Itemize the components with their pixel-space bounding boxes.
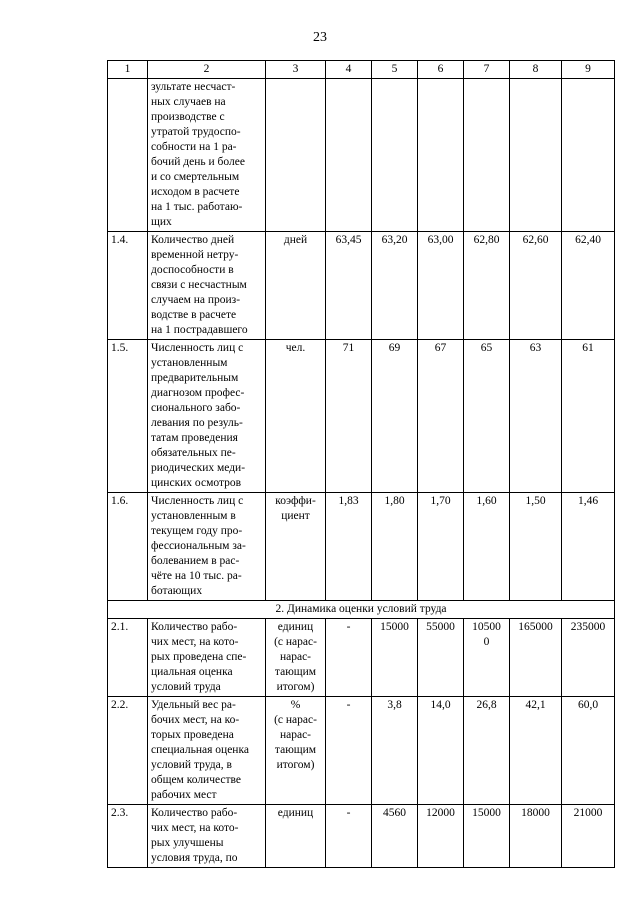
header-cell: 4 [326, 61, 372, 79]
value-cell [372, 79, 418, 232]
value-cell [510, 79, 562, 232]
unit-of-measure [266, 493, 326, 601]
value-cell: 1,83 [326, 493, 372, 601]
cell-line: на 1 тыс. работаю- [151, 201, 243, 213]
value-cell: - [326, 697, 372, 805]
value-cell: 42,1 [510, 697, 562, 805]
value-cell: 165000 [510, 619, 562, 697]
value-cell: 62,40 [562, 232, 615, 340]
value-cell: 10500 0 [464, 619, 510, 697]
cell-line: условия труда, по [151, 852, 238, 864]
cell-line: временной нетру- [151, 249, 239, 261]
cell-line: рых улучшены [151, 837, 224, 849]
cell-line: чих мест, на кото- [151, 822, 239, 834]
cell-line: цинских осмотров [151, 477, 242, 489]
page-number: 23 [313, 30, 327, 45]
cell-line: диагнозом профес- [151, 387, 245, 399]
indicator-description [148, 232, 266, 340]
cell-line: единиц [277, 621, 314, 633]
cell-line: текущем году про- [151, 525, 243, 537]
indicator-description [148, 79, 266, 232]
row-number: 1.6. [108, 493, 148, 601]
cell-line: % [290, 699, 301, 711]
cell-line: чел. [285, 342, 306, 354]
cell-line: торых проведена [151, 729, 234, 741]
cell-line: циальная оценка [151, 666, 233, 678]
header-cell: 3 [266, 61, 326, 79]
table-row [108, 79, 615, 232]
value-cell: 63,20 [372, 232, 418, 340]
value-cell: 71 [326, 340, 372, 493]
value-cell [464, 79, 510, 232]
row-number: 2.3. [108, 805, 148, 868]
cell-line: условий труда [151, 681, 221, 693]
cell-line: тающим [274, 744, 317, 756]
value-cell: 18000 [510, 805, 562, 868]
value-cell: 55000 [418, 619, 464, 697]
unit-of-measure [266, 79, 326, 232]
table-row [108, 697, 615, 805]
cell-line: фессиональным за- [151, 540, 246, 552]
cell-line: установленным [151, 357, 228, 369]
indicator-table [107, 60, 615, 868]
cell-line: Количество рабо- [151, 621, 238, 633]
value-cell: 63 [510, 340, 562, 493]
cell-line: Численность лиц с [151, 342, 244, 354]
cell-line: итогом) [276, 681, 315, 693]
cell-line: чих мест, на кото- [151, 636, 239, 648]
header-cell: 6 [418, 61, 464, 79]
cell-line: исходом в расчете [151, 186, 240, 198]
header-cell: 1 [108, 61, 148, 79]
cell-line: татам проведения [151, 432, 238, 444]
indicator-description [148, 697, 266, 805]
cell-line: итогом) [276, 759, 315, 771]
cell-line: Численность лиц с [151, 495, 244, 507]
cell-line: бочих мест, на ко- [151, 714, 240, 726]
value-cell: 26,8 [464, 697, 510, 805]
unit-of-measure [266, 697, 326, 805]
value-cell: 60,0 [562, 697, 615, 805]
cell-line: рабочих мест [151, 789, 217, 801]
cell-line: тающим [274, 666, 317, 678]
cell-line: коэффи- [275, 495, 316, 507]
row-number: 2.2. [108, 697, 148, 805]
value-cell: 62,80 [464, 232, 510, 340]
cell-line: сионального забо- [151, 402, 241, 414]
value-cell: 3,8 [372, 697, 418, 805]
table-row [108, 340, 615, 493]
header-row [108, 61, 615, 79]
cell-line: предварительным [151, 372, 239, 384]
value-cell: 12000 [418, 805, 464, 868]
cell-line: утратой трудоспо- [151, 126, 241, 138]
cell-line: дней [283, 234, 308, 246]
cell-line: левания по резуль- [151, 417, 243, 429]
cell-line: зультате несчаст- [151, 81, 236, 93]
cell-line: (с нарас- [274, 636, 317, 648]
cell-line: Количество рабо- [151, 807, 238, 819]
table-row [108, 493, 615, 601]
value-cell: 61 [562, 340, 615, 493]
table-row [108, 619, 615, 697]
row-number [108, 79, 148, 232]
value-cell: 69 [372, 340, 418, 493]
cell-line: болеванием в рас- [151, 555, 240, 567]
value-cell: 65 [464, 340, 510, 493]
table-row [108, 232, 615, 340]
cell-line: установленным в [151, 510, 236, 522]
cell-line: ных случаев на [151, 96, 226, 108]
cell-line: собности на 1 ра- [151, 141, 237, 153]
cell-line: циент [281, 510, 310, 522]
cell-line: (с нарас- [274, 714, 317, 726]
indicator-description [148, 619, 266, 697]
cell-line: условий труда, в [151, 759, 232, 771]
value-cell: 4560 [372, 805, 418, 868]
unit-of-measure [266, 232, 326, 340]
row-number: 2.1. [108, 619, 148, 697]
value-cell: - [326, 619, 372, 697]
unit-of-measure [266, 340, 326, 493]
indicator-description [148, 340, 266, 493]
cell-line: рых проведена спе- [151, 651, 247, 663]
cell-line: чёте на 10 тыс. ра- [151, 570, 242, 582]
value-cell: 15000 [372, 619, 418, 697]
unit-of-measure [266, 619, 326, 697]
value-cell: 21000 [562, 805, 615, 868]
value-cell [418, 79, 464, 232]
cell-line: на 1 пострадавшего [151, 324, 248, 336]
row-number: 1.5. [108, 340, 148, 493]
cell-line: и со смертельным [151, 171, 240, 183]
cell-line: бочий день и более [151, 156, 245, 168]
indicator-description [148, 493, 266, 601]
value-cell: 63,00 [418, 232, 464, 340]
cell-line: нарас- [279, 729, 312, 741]
header-cell: 2 [148, 61, 266, 79]
value-cell: 63,45 [326, 232, 372, 340]
table-row [108, 805, 615, 868]
section-title: 2. Динамика оценки условий труда [108, 601, 615, 619]
cell-line: единиц [277, 807, 314, 819]
value-cell: 1,60 [464, 493, 510, 601]
value-cell: 1,80 [372, 493, 418, 601]
value-cell: 235000 [562, 619, 615, 697]
cell-line: Удельный вес ра- [151, 699, 236, 711]
value-cell: 14,0 [418, 697, 464, 805]
value-cell: 1,70 [418, 493, 464, 601]
value-cell [562, 79, 615, 232]
header-cell: 8 [510, 61, 562, 79]
cell-line: специальная оценка [151, 744, 249, 756]
header-cell: 9 [562, 61, 615, 79]
cell-line: Количество дней [151, 234, 235, 246]
cell-line: водстве в расчете [151, 309, 237, 321]
value-cell: 62,60 [510, 232, 562, 340]
indicator-description [148, 805, 266, 868]
value-cell [326, 79, 372, 232]
cell-line: риодических меди- [151, 462, 246, 474]
value-cell: 15000 [464, 805, 510, 868]
value-cell: - [326, 805, 372, 868]
cell-line: общем количестве [151, 774, 241, 786]
cell-line: случаем на произ- [151, 294, 241, 306]
cell-line: щих [151, 216, 172, 228]
value-cell: 67 [418, 340, 464, 493]
cell-line: нарас- [279, 651, 312, 663]
section-row [108, 601, 615, 619]
cell-line: доспособности в [151, 264, 234, 276]
value-cell: 1,50 [510, 493, 562, 601]
cell-line: обязательных пе- [151, 447, 236, 459]
value-cell: 1,46 [562, 493, 615, 601]
table-body [108, 61, 615, 868]
cell-line: связи с несчастным [151, 279, 247, 291]
cell-line: ботающих [151, 585, 203, 597]
header-cell: 5 [372, 61, 418, 79]
unit-of-measure [266, 805, 326, 868]
row-number: 1.4. [108, 232, 148, 340]
header-cell: 7 [464, 61, 510, 79]
cell-line: производстве с [151, 111, 225, 123]
